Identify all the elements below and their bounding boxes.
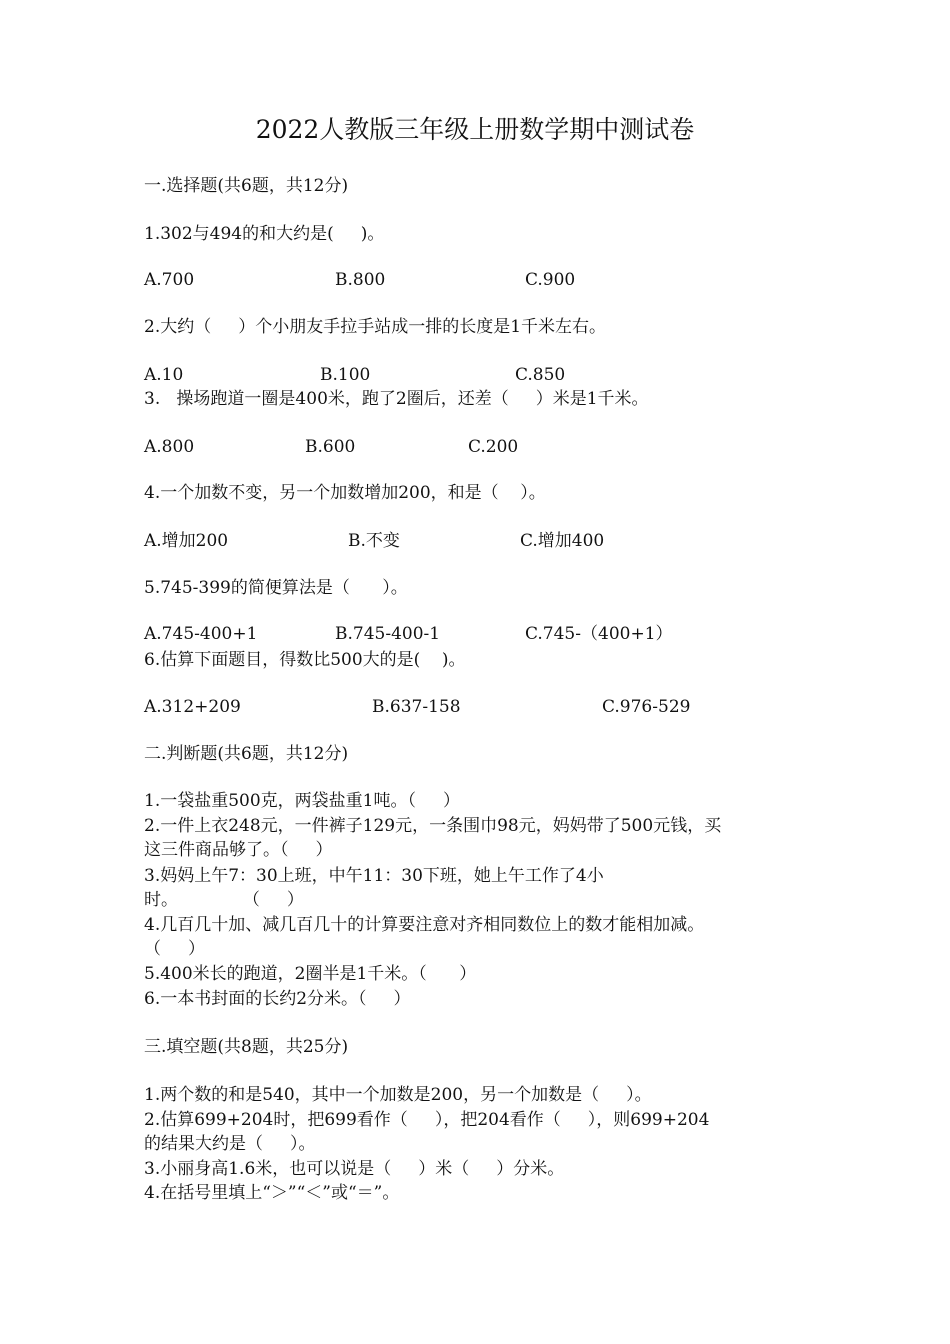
option-c: C.900 <box>525 270 576 290</box>
question-text: 2.大约（ ）个小朋友手拉手站成一排的长度是1千米左右。 <box>144 317 607 337</box>
statement-line: 3.妈妈上午7：30上班，中午11：30下班，她上午工作了4小 <box>144 866 604 886</box>
option-a: A.800 <box>144 437 195 457</box>
option-b: B.600 <box>305 437 356 457</box>
fill-line: 的结果大约是（ ）。 <box>144 1134 316 1154</box>
statement-line: 6.一本书封面的长约2分米。（ ） <box>144 989 411 1009</box>
option-c: C.850 <box>515 365 566 385</box>
question-text: 6.估算下面题目，得数比500大的是( )。 <box>144 650 466 670</box>
option-a: A.700 <box>144 270 195 290</box>
option-c: C.增加400 <box>520 531 605 551</box>
statement-line: 时。 （ ） <box>144 890 304 910</box>
fill-line: 4.在括号里填上“＞”“＜”或“＝”。 <box>144 1183 400 1203</box>
fill-line: 2.估算699+204时，把699看作（ ），把204看作（ ），则699+204 <box>144 1110 710 1130</box>
option-b: B.800 <box>335 270 386 290</box>
question-text: 4.一个加数不变，另一个加数增加200，和是（ ）。 <box>144 483 546 503</box>
section-heading: 二.判断题(共6题，共12分) <box>144 744 349 764</box>
question-text: 1.302与494的和大约是( )。 <box>144 224 385 244</box>
question-text: 5.745-399的简便算法是（ ）。 <box>144 578 408 598</box>
fill-line: 3.小丽身高1.6米，也可以说是（ ）米（ ）分米。 <box>144 1159 565 1179</box>
statement-line: （ ） <box>144 939 206 959</box>
statement-line: 这三件商品够了。（ ） <box>144 840 333 860</box>
section-heading: 一.选择题(共6题，共12分) <box>144 176 349 196</box>
option-b: B.745-400-1 <box>335 624 441 644</box>
option-b: B.637-158 <box>372 697 461 717</box>
page-title: 2022人教版三年级上册数学期中测试卷 <box>255 115 695 144</box>
option-c: C.200 <box>468 437 519 457</box>
statement-line: 1.一袋盐重500克，两袋盐重1吨。（ ） <box>144 791 461 811</box>
question-text: 3. 操场跑道一圈是400米，跑了2圈后，还差（ ）米是1千米。 <box>144 389 649 409</box>
option-a: A.745-400+1 <box>144 624 258 644</box>
option-c: C.745-（400+1） <box>525 624 673 644</box>
section-heading: 三.填空题(共8题，共25分) <box>144 1037 349 1057</box>
statement-line: 2.一件上衣248元，一件裤子129元，一条围巾98元，妈妈带了500元钱，买 <box>144 816 722 836</box>
option-b: B.不变 <box>348 531 400 551</box>
option-a: A.10 <box>144 365 184 385</box>
option-c: C.976-529 <box>602 697 691 717</box>
option-a: A.312+209 <box>144 697 241 717</box>
fill-line: 1.两个数的和是540，其中一个加数是200，另一个加数是（ ）。 <box>144 1085 652 1105</box>
statement-line: 4.几百几十加、减几百几十的计算要注意对齐相同数位上的数才能相加减。 <box>144 915 705 935</box>
option-a: A.增加200 <box>144 531 229 551</box>
option-b: B.100 <box>320 365 371 385</box>
statement-line: 5.400米长的跑道，2圈半是1千米。（ ） <box>144 964 477 984</box>
